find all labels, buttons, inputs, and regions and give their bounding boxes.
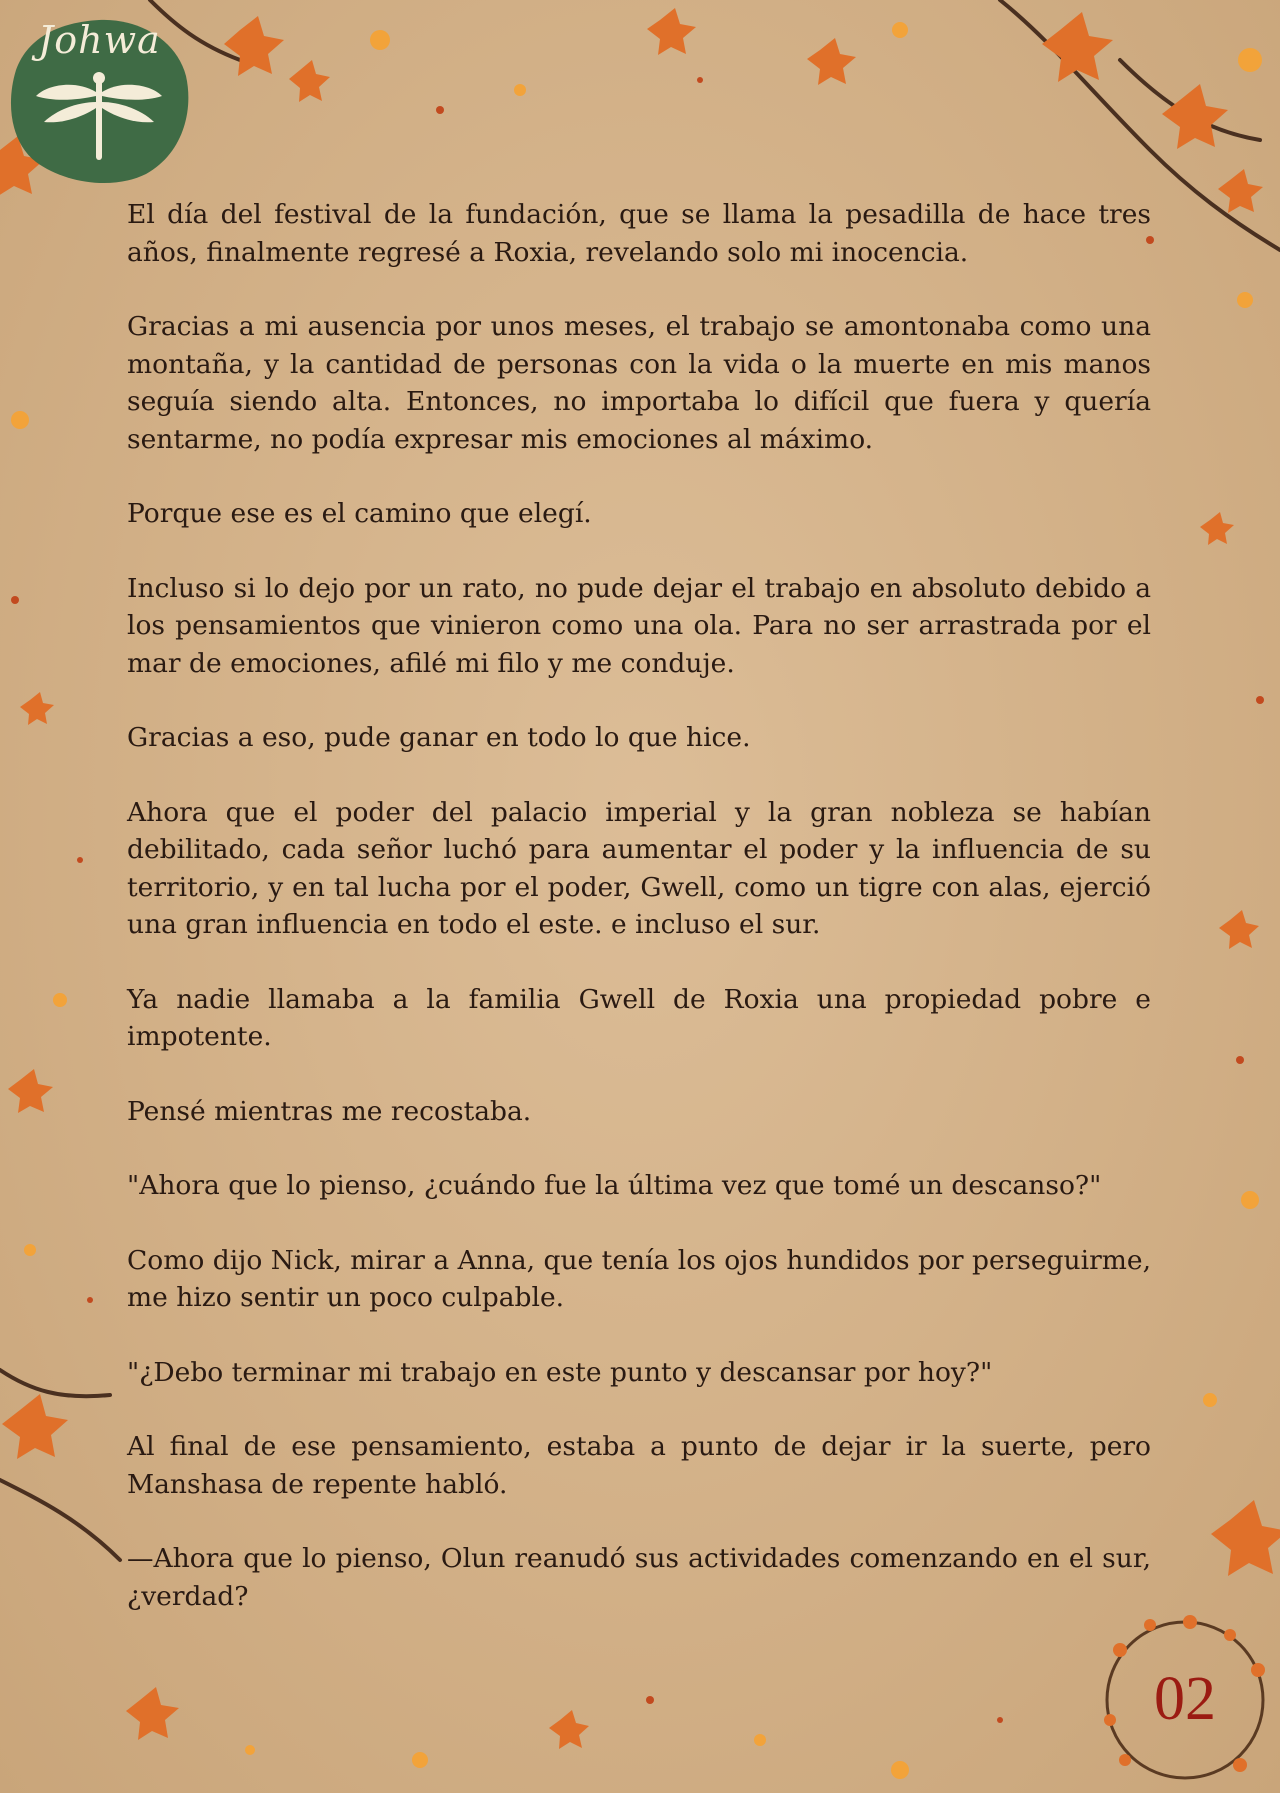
logo-title: Johwa (38, 18, 161, 62)
chapter-text (127, 196, 1151, 1652)
paragraph: Porque ese es el camino que elegí. (127, 498, 592, 529)
paragraph: Como dijo Nick, mirar a Anna, que tenía los ojos hundidos por perseguirme, me hizo sentir un poco culpable. (127, 1244, 1151, 1313)
paragraph: Ahora que el poder del palacio imperial y la gran nobleza se habían debilitado, cada señor luchó para aumentar el poder y la influencia de su territorio, y en tal lucha por el poder, Gwell, como un tigre con alas, ejerció una gran influencia en todo el este. e incluso el sur. (127, 796, 1151, 940)
paragraph: "¿Debo terminar mi trabajo en este punto y descansar por hoy?" (127, 1356, 993, 1388)
paragraph: Al final de ese pensamiento, estaba a punto de dejar ir la suerte, pero Manshasa de repente habló. (127, 1431, 1151, 1500)
paragraph: Incluso si lo dejo por un rato, no pude dejar el trabajo en absoluto debido a los pensamientos que vinieron como una ola. Para no ser arrastrada por el mar de emociones, afilé mi filo y me conduje. (127, 572, 1151, 679)
paragraph: Ya nadie llamaba a la familia Gwell de Roxia una propiedad pobre e impotente. (127, 983, 1151, 1052)
paragraph: Gracias a eso, pude ganar en todo lo que hice. (127, 722, 751, 753)
paragraph: Pensé mientras me recostaba. (127, 1095, 532, 1127)
paragraph: Gracias a mi ausencia por unos meses, el trabajo se amontonaba como una montaña, y la cantidad de personas con la vida o la muerte en mis manos seguía siendo alta. Entonces, no importaba lo difícil que fuera y quería sentarme, no podía expresar mis emociones al máximo. (127, 311, 1151, 455)
paragraph: El día del festival de la fundación, que se llama la pesadilla de hace tres años, finalmente regresé a Roxia, revelando solo mi inocencia. (127, 199, 1151, 268)
paragraph: "Ahora que lo pienso, ¿cuándo fue la última vez que tomé un descanso?" (127, 1170, 1102, 1201)
paragraph: —Ahora que lo pienso, Olun reanudó sus actividades comenzando en el sur, ¿verdad? (127, 1543, 1151, 1612)
page-number: 02 (1154, 1665, 1216, 1733)
